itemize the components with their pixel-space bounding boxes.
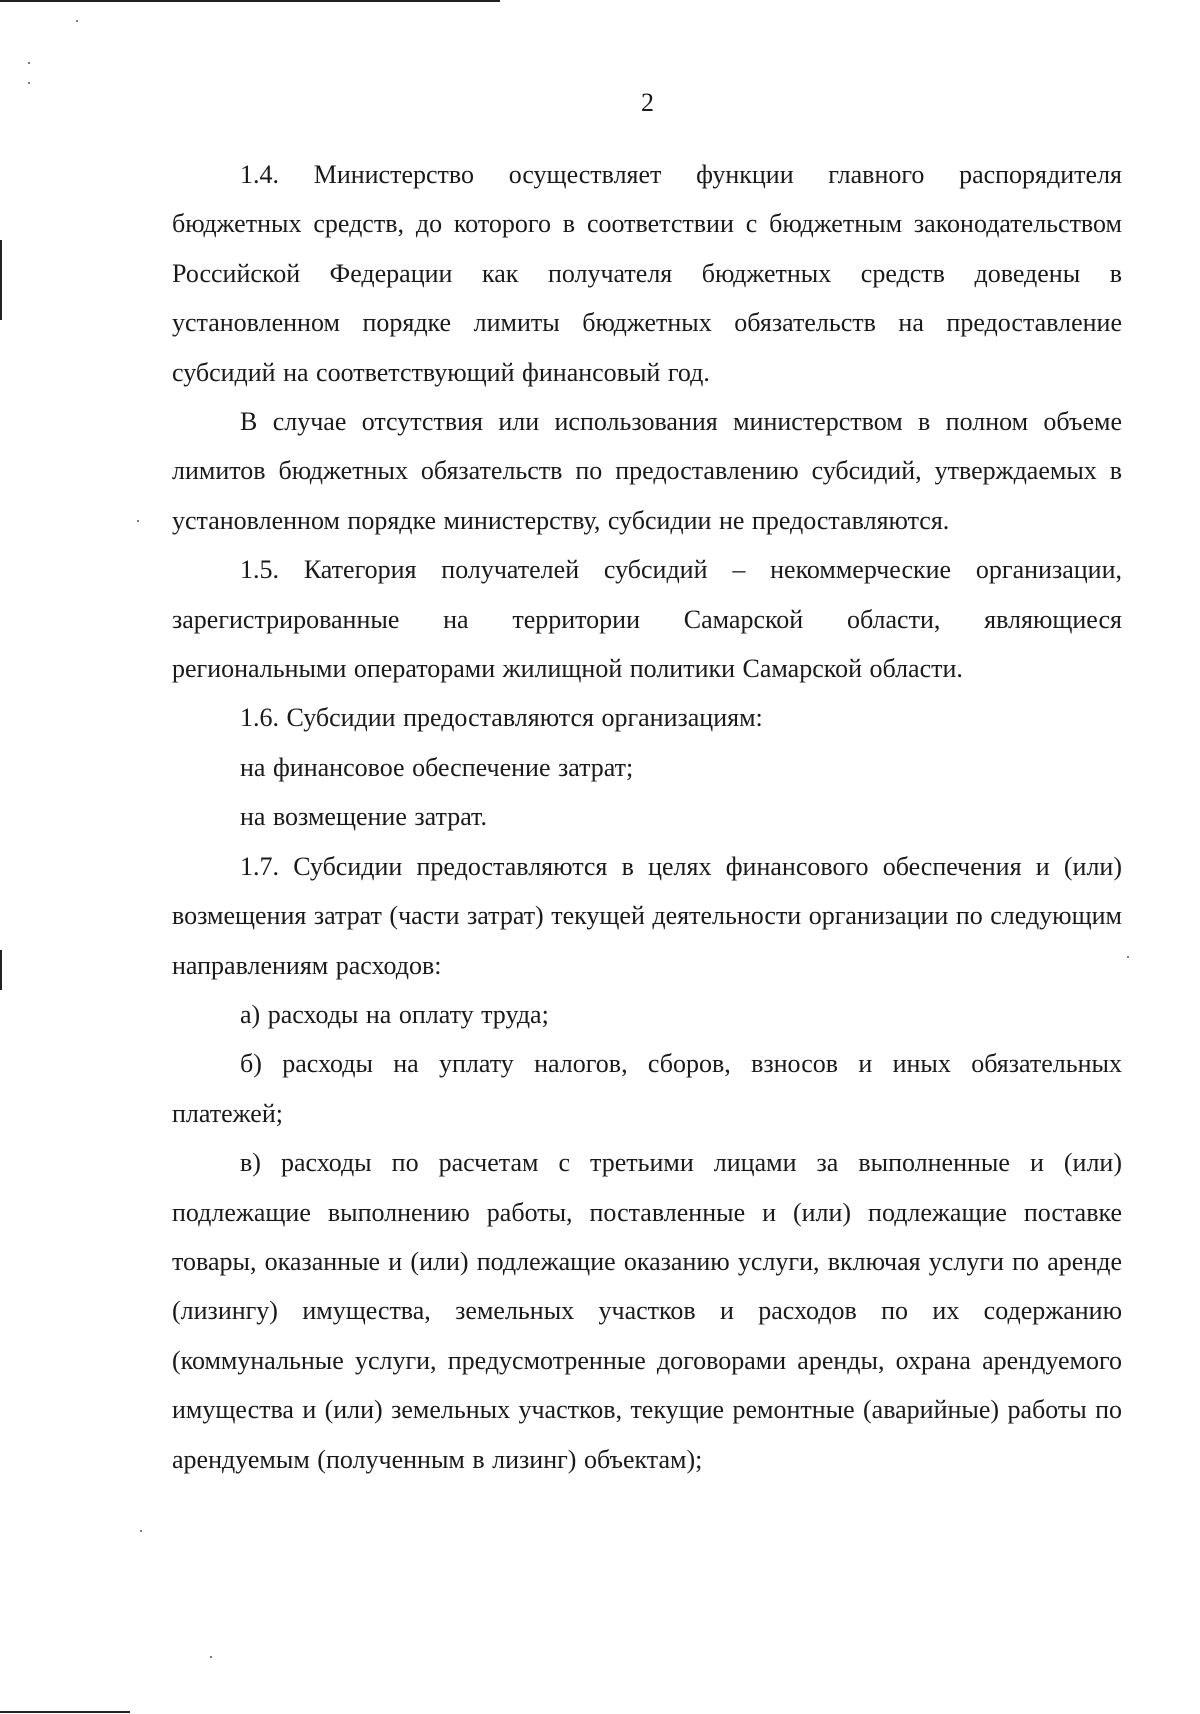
paragraph: В случае отсутствия или использования министерством в полном объеме лимитов бюджетных обязательств по предоставлению субсидий, утверждаемых в установленном порядке министерству, субсидии не предоставляются. (172, 407, 1122, 535)
scan-edge-top (0, 0, 500, 2)
document-body (172, 150, 1122, 1484)
scan-edge-left-lower (0, 950, 2, 990)
scan-speck (1127, 956, 1129, 958)
scan-speck (28, 82, 30, 84)
scan-speck (76, 20, 78, 22)
paragraph: на финансовое обеспечение затрат; (240, 752, 634, 782)
paragraph: на возмещение затрат. (240, 802, 487, 832)
page-number: 2 (641, 88, 654, 117)
paragraph: а) расходы на оплату труда; (240, 999, 549, 1029)
paragraph: 1.5. Категория получателей субсидий – некоммерческие организации, зарегистрированные на территории Самарской области, являющиеся региональными операторами жилищной политики Самарской области. (172, 555, 1122, 684)
scan-speck (140, 1530, 142, 1532)
scan-edge-left (0, 240, 2, 320)
scan-speck (28, 62, 30, 64)
paragraph: б) расходы на уплату налогов, сборов, взносов и иных обязательных платежей; (172, 1049, 1122, 1128)
scan-speck (210, 1656, 212, 1658)
paragraph: 1.4. Министерство осуществляет функции главного распорядителя бюджетных средств, до которого в соответствии с бюджетным законодательством Российской Федерации как получателя бюджетных средств доведены в установленном порядке лимиты бюджетных обязательств на предоставление субсидий на соответствующий финансовый год. (172, 160, 1122, 387)
paragraph: в) расходы по расчетам с третьими лицами за выполненные и (или) подлежащие выполнению работы, поставленные и (или) подлежащие поставке товары, оказанные и (или) подлежащие оказанию услуги, включая услуги по аренде (лизингу) имущества, земельных участков и расходов по их содержанию (коммунальные услуги, предусмотренные договорами аренды, охрана арендуемого имущества и (или) земельных участков, текущие ремонтные (аварийные) работы по арендуемым (полученным в лизинг) объектам); (172, 1148, 1122, 1474)
scan-speck (137, 520, 139, 522)
paragraph: 1.6. Субсидии предоставляются организациям: (240, 703, 763, 733)
scan-edge-bottom (0, 1711, 130, 1713)
paragraph: 1.7. Субсидии предоставляются в целях финансового обеспечения и (или) возмещения затрат (части затрат) текущей деятельности организации по следующим направлениям расходов: (172, 851, 1122, 980)
